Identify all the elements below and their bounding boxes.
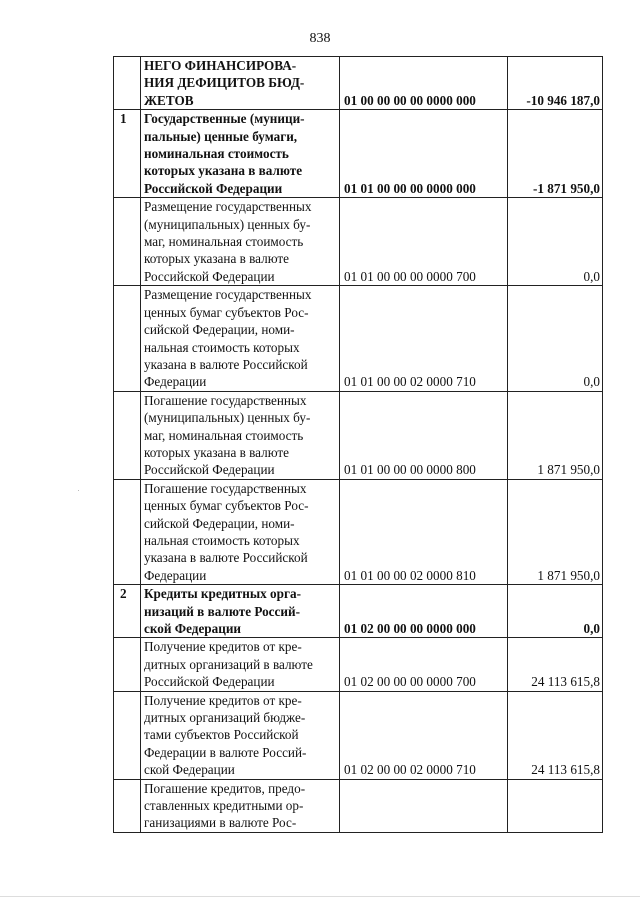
row-name-cell (141, 57, 340, 110)
row-name-line: Получение кредитов от кре- (144, 692, 302, 708)
row-name-line: Российской Федерации (144, 462, 275, 478)
table-row (114, 198, 603, 286)
row-name-line: дитных организаций бюдже- (144, 710, 306, 726)
margin-mark (78, 490, 79, 491)
row-name-line: НИЯ ДЕФИЦИТОВ БЮД- (144, 75, 305, 91)
row-name-cell (141, 779, 340, 832)
row-amount-cell: -1 871 950,0 (508, 110, 603, 198)
row-name-line: указана в валюте Российской (144, 356, 308, 372)
row-name-line: ганизациями в валюте Рос- (144, 815, 297, 831)
table-row (114, 479, 603, 584)
row-name-line: маг, номинальная стоимость (144, 427, 304, 443)
row-code-cell: 01 02 00 00 02 0000 710 (340, 691, 508, 779)
row-number-cell (114, 57, 141, 110)
row-name-line: (муниципальных) ценных бу- (144, 410, 311, 426)
row-name-line: Получение кредитов от кре- (144, 639, 302, 655)
row-name-cell (141, 479, 340, 584)
row-name-cell (141, 110, 340, 198)
row-name-line: Федерации в валюте Россий- (144, 744, 307, 760)
row-name-line: Российской Федерации (144, 180, 283, 196)
row-name-cell (141, 286, 340, 391)
row-name-line: Федерации (144, 374, 207, 390)
row-name-cell (141, 198, 340, 286)
row-number-cell (114, 691, 141, 779)
table-row (114, 286, 603, 391)
table-row (114, 585, 603, 638)
row-name-line: ценных бумаг субъектов Рос- (144, 304, 309, 320)
row-number-cell (114, 286, 141, 391)
table-row (114, 779, 603, 832)
row-name-line: сийской Федерации, номи- (144, 322, 295, 338)
row-name-cell (141, 638, 340, 691)
row-name-line: Государственные (муници- (144, 111, 305, 127)
row-code-cell: 01 02 00 00 00 0000 000 (340, 585, 508, 638)
row-name-line: ской Федерации (144, 621, 242, 636)
row-name-line: Российской Федерации (144, 268, 275, 284)
row-name-cell (141, 691, 340, 779)
row-amount-cell: 24 113 615,8 (508, 691, 603, 779)
row-number-cell (114, 779, 141, 832)
row-amount-cell: 1 871 950,0 (508, 479, 603, 584)
row-code-cell: 01 01 00 00 02 0000 810 (340, 479, 508, 584)
row-name-line: Размещение государственных (144, 287, 312, 303)
row-code-cell: 01 01 00 00 00 0000 000 (340, 110, 508, 198)
table-row (114, 110, 603, 198)
row-name-line: Федерации (144, 567, 207, 583)
row-name-line: указана в валюте Российской (144, 550, 308, 566)
row-name-line: НЕГО ФИНАНСИРОВА- (144, 58, 297, 73)
table-row (114, 391, 603, 479)
row-code-cell: 01 01 00 00 00 0000 800 (340, 391, 508, 479)
table-row (114, 57, 603, 110)
row-name-line: которых указана в валюте (144, 163, 303, 179)
row-name-line: дитных организаций в валюте (144, 656, 313, 672)
row-number-cell: 1 (114, 110, 141, 198)
row-code-cell: 01 00 00 00 00 0000 000 (340, 57, 508, 110)
row-name-line: тами субъектов Российской (144, 727, 299, 743)
page-number: 838 (309, 31, 331, 46)
row-name-line: Кредиты кредитных орга- (144, 586, 301, 602)
row-number-cell (114, 391, 141, 479)
row-name-line: номинальная стоимость (144, 146, 289, 162)
row-name-line: ской Федерации (144, 762, 235, 778)
row-code-cell: 01 01 00 00 02 0000 710 (340, 286, 508, 391)
row-name-line: которых указана в валюте (144, 444, 290, 460)
row-name-line: Размещение государственных (144, 199, 312, 215)
row-name-line: ставленных кредитными ор- (144, 798, 304, 814)
table-row (114, 638, 603, 691)
budget-sources-table (113, 56, 603, 833)
row-amount-cell: 0,0 (508, 286, 603, 391)
row-name-line: низаций в валюте Россий- (144, 603, 300, 619)
row-amount-cell (508, 779, 603, 832)
row-number-cell: 2 (114, 585, 141, 638)
row-name-line: Российской Федерации (144, 674, 275, 690)
page-bottom-edge (0, 896, 640, 897)
table-row (114, 691, 603, 779)
row-code-cell: 01 02 00 00 00 0000 700 (340, 638, 508, 691)
row-name-line: пальные) ценные бумаги, (144, 128, 298, 144)
row-name-line: нальная стоимость которых (144, 532, 300, 548)
row-name-line: ЖЕТОВ (144, 92, 194, 108)
row-name-line: (муниципальных) ценных бу- (144, 216, 311, 232)
row-amount-cell: 1 871 950,0 (508, 391, 603, 479)
row-name-line: сийской Федерации, номи- (144, 515, 295, 531)
row-code-cell (340, 779, 508, 832)
row-name-cell (141, 391, 340, 479)
row-name-line: Погашение государственных (144, 392, 307, 408)
row-name-cell (141, 585, 340, 638)
row-amount-cell: 0,0 (508, 585, 603, 638)
row-name-line: Погашение кредитов, предо- (144, 780, 306, 796)
row-number-cell (114, 479, 141, 584)
row-name-line: нальная стоимость которых (144, 339, 300, 355)
row-name-line: маг, номинальная стоимость (144, 234, 304, 250)
row-name-line: Погашение государственных (144, 480, 307, 496)
row-number-cell (114, 198, 141, 286)
row-amount-cell: 24 113 615,8 (508, 638, 603, 691)
row-name-line: ценных бумаг субъектов Рос- (144, 498, 309, 514)
row-amount-cell: 0,0 (508, 198, 603, 286)
row-amount-cell: -10 946 187,0 (508, 57, 603, 110)
row-code-cell: 01 01 00 00 00 0000 700 (340, 198, 508, 286)
row-number-cell (114, 638, 141, 691)
row-name-line: которых указана в валюте (144, 251, 290, 267)
